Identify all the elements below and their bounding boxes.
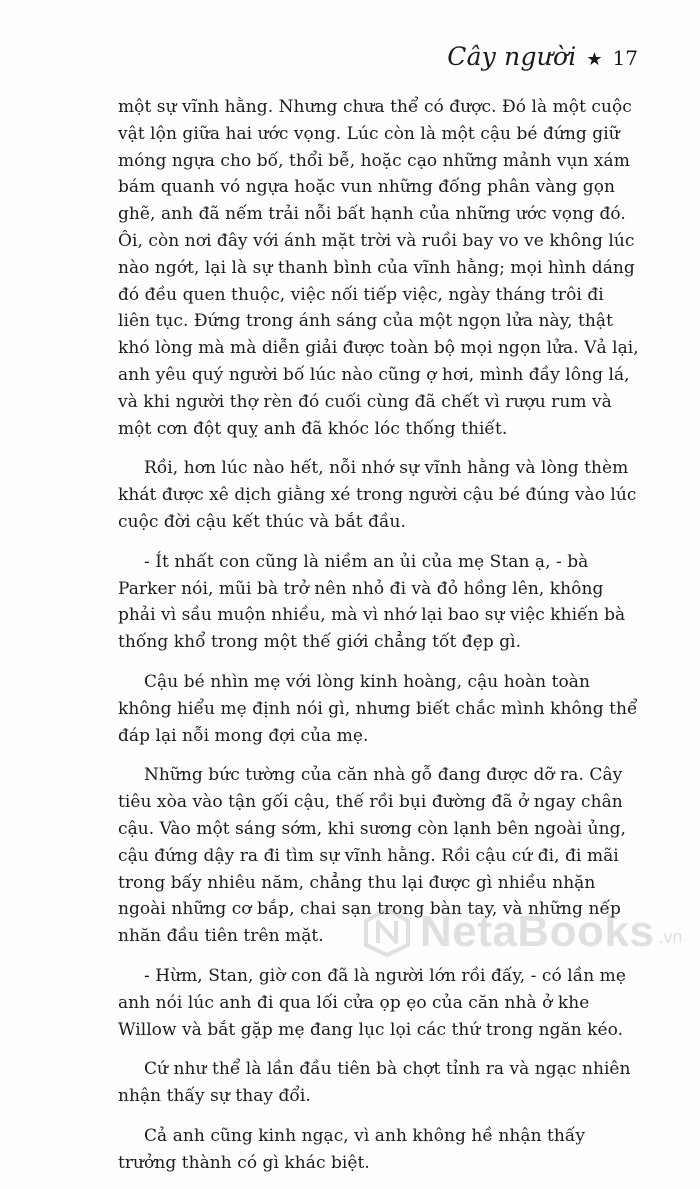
paragraph: Những bức tường của căn nhà gỗ đang được dỡ ra. Cây tiêu xòa vào tận gối cậu, thế rồi bụi đường đã ở ngay chân cậu. Vào một sáng sớm, khi sương còn lạnh bên ngoài ủng, cậu đứng dậy ra đi tìm sự vĩnh hằng. Rồi cậu cứ đi, đi mãi trong bấy nhiêu năm, chẳng thu lại được gì nhiều nhặn ngoài những cơ bắp, chai sạn trong bàn tay, và những nếp nhăn đầu tiên trên mặt. [118,765,627,947]
watermark-suffix: .vn [658,927,683,947]
paragraph: Cứ như thể là lần đầu tiên bà chợt tỉnh ra và ngạc nhiên nhận thấy sự thay đổi. [118,1059,631,1107]
paragraph: Cả anh cũng kinh ngạc, vì anh không hề nhận thấy trưởng thành có gì khác biệt. [118,1125,586,1173]
paragraph: Cậu bé nhìn mẹ với lòng kinh hoàng, cậu hoàn toàn không hiểu mẹ định nói gì, nhưng biết chắc mình không thể đáp lại nỗi mong đợi của mẹ. [118,671,638,746]
book-title: Cây người [447,42,577,71]
paragraph: - Ít nhất con cũng là niềm an ủi của mẹ Stan ạ, - bà Parker nói, mũi bà trở nên nhỏ đi và đỏ hồng lên, không phải vì sầu muộn nhiều, mà vì nhớ lại bao sự việc khiến bà thống khổ trong một thế giới chẳng tốt đẹp gì. [118,551,626,653]
star-icon: ★ [586,49,603,70]
page-number: 17 [612,46,638,70]
watermark [364,907,682,957]
netabooks-logo-icon [364,907,410,957]
body-text [118,94,640,1189]
paragraph: một sự vĩnh hằng. Nhưng chưa thể có được. Đó là một cuộc vật lộn giữa hai ước vọng. Lúc còn là một cậu bé đứng giữ móng ngựa cho bố, thổi bễ, hoặc cạo những mảnh vụn xám bám quanh vó ngựa hoặc vun những đống phân vàng gọn ghẽ, anh đã nếm trải nỗi bất hạnh của những ước vọng đó. Ôi, còn nơi đây với ánh mặt trời và ruồi bay vo ve không lúc nào ngớt, lại là sự thanh bình của vĩnh hằng; mọi hình dáng đó đều quen thuộc, việc nối tiếp việc, ngày tháng trôi đi liên tục. Đứng trong ánh sáng của một ngọn lửa này, thật khó lòng mà mà diễn giải được toàn bộ mọi ngọn lửa. Vả lại, anh yêu quý người bố lúc nào cũng ợ hơi, mình đầy lông lá, và khi người thợ rèn đó cuối cùng đã chết vì rượu rum và một cơn đột quỵ anh đã khóc lóc thống thiết. [118,97,639,439]
paragraph: - Hừm, Stan, giờ con đã là người lớn rồi đấy, - có lần mẹ anh nói lúc anh đi qua lối cửa ọp ẹo của căn nhà ở khe Willow và bắt gặp mẹ đang lục lọi các thứ trong ngăn kéo. [118,965,626,1040]
paragraph: Rồi, hơn lúc nào hết, nỗi nhớ sự vĩnh hằng và lòng thèm khát được xê dịch giằng xé trong người cậu bé đúng vào lúc cuộc đời cậu kết thúc và bắt đầu. [118,458,637,532]
watermark-text: NetaBooks [420,907,655,956]
running-head [447,42,638,71]
